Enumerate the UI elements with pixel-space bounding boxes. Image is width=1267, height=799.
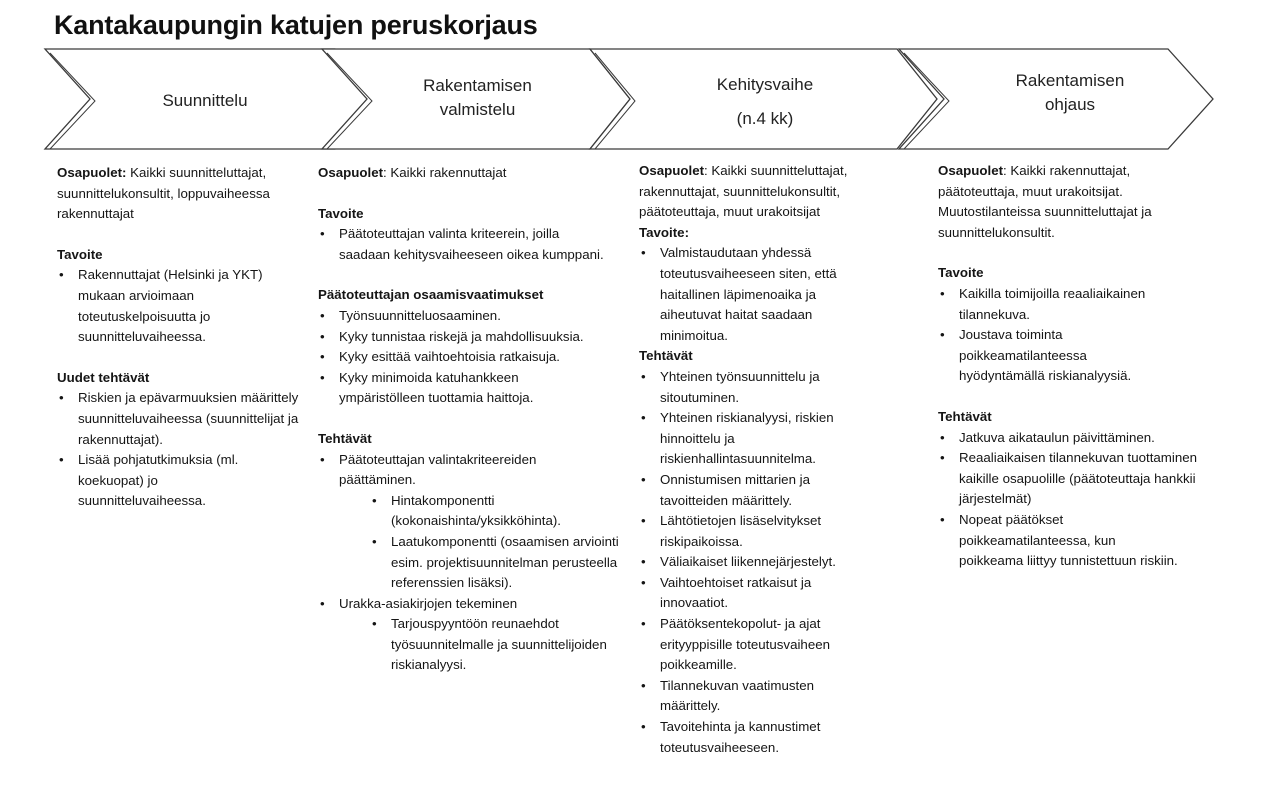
- osapuolet-paragraph: Osapuolet: Kaikki rakennuttajat: [318, 165, 507, 180]
- list-item: • Lähtötietojen lisäselvitykset riskipaikoissa.: [639, 511, 897, 552]
- list-item: • Kyky esittää vaihtoehtoisia ratkaisuja.: [318, 347, 630, 368]
- list-item: • Yhteinen työnsuunnittelu ja sitoutuminen.: [639, 367, 897, 408]
- list-item: • Valmistaudutaan yhdessä toteutusvaiheeseen siten, että haitallinen läpimenoaika ja aiheutuvat haitat saadaan minimoitua.: [639, 243, 897, 346]
- list-item: • Joustava toiminta poikkeamatilanteessa hyödyntämällä riskianalyysiä.: [938, 325, 1213, 387]
- tehtavat-list: [57, 388, 315, 512]
- list-item: • Tarjouspyyntöön reunaehdot työsuunnitelmalle ja suunnittelijoiden riskianalyysi.: [370, 614, 630, 676]
- tavoite-list: [639, 243, 897, 346]
- stage-label-kehitysvaihe: Kehitysvaihe (n.4 kk): [716, 75, 814, 128]
- tavoite-heading: Tavoite: [938, 265, 984, 281]
- osaamisvaatimukset-heading: Päätoteuttajan osaamisvaatimukset: [318, 287, 544, 303]
- stage-label-rakentamisen-valmistelu: Rakentamisen valmistelu: [423, 76, 532, 119]
- list-item: • Kyky minimoida katuhankkeen ympäristölleen tuottamia haittoja.: [318, 368, 630, 409]
- tehtavat-heading: Tehtävät: [318, 430, 372, 446]
- list-item: • Hintakomponentti (kokonaishinta/yksikköhinta).: [370, 491, 630, 532]
- column-kehitysvaihe: [639, 161, 897, 758]
- tehtavat-list-2: [318, 594, 630, 615]
- list-item: • Työnsuunnitteluosaaminen.: [318, 306, 630, 327]
- osaamisvaatimukset-list: [318, 306, 630, 409]
- tehtavat-heading: Tehtävät: [938, 408, 992, 424]
- list-item: • Päätoteuttajan valinta kriteerein, joilla saadaan kehitysvaiheeseen oikea kumppani.: [318, 224, 630, 265]
- osapuolet-paragraph: Osapuolet: Kaikki rakennuttajat, päätoteuttaja, muut urakoitsijat. Muutostilanteissa suunnitteluttajat ja suunnittelukonsultit.: [938, 163, 1152, 240]
- tehtavat-sublist: [370, 491, 630, 594]
- page-title: Kantakaupungin katujen peruskorjaus: [54, 10, 538, 40]
- list-item: • Urakka-asiakirjojen tekeminen: [318, 594, 630, 615]
- stage-label-rakentamisen-ohjaus: Rakentamisen ohjaus: [1015, 71, 1125, 114]
- list-item: • Kyky tunnistaa riskejä ja mahdollisuuksia.: [318, 327, 630, 348]
- tavoite-heading: Tavoite: [318, 205, 364, 221]
- column-rakentamisen-valmistelu: [318, 163, 630, 676]
- list-item: • Laatukomponentti (osaamisen arviointi esim. projektisuunnitelman perusteella referenssien lisäksi).: [370, 532, 630, 594]
- tavoite-heading: Tavoite:: [639, 224, 689, 240]
- list-item: • Riskien ja epävarmuuksien määrittely suunnitteluvaiheessa (suunnittelijat ja rakennuttajat).: [57, 388, 315, 450]
- list-item: • Rakennuttajat (Helsinki ja YKT) mukaan arvioimaan toteutuskelpoisuutta jo suunnitteluvaiheessa.: [57, 265, 315, 347]
- tavoite-list: [318, 224, 630, 265]
- tehtavat-heading: Tehtävät: [639, 348, 693, 364]
- osapuolet-paragraph: Osapuolet: Kaikki suunnitteluttajat, rakennuttajat, suunnittelukonsultit, päätoteuttaja, muut urakoitsijat: [639, 163, 848, 220]
- column-rakentamisen-ohjaus: [938, 161, 1213, 572]
- stage-label-suunnittelu: Suunnittelu: [162, 91, 248, 110]
- list-item: • Yhteinen riskianalyysi, riskien hinnoittelu ja riskienhallintasuunnitelma.: [639, 408, 897, 470]
- uudet-tehtavat-heading: Uudet tehtävät: [57, 369, 150, 385]
- list-item: • Tavoitehinta ja kannustimet toteutusvaiheeseen.: [639, 717, 897, 758]
- tavoite-heading: Tavoite: [57, 246, 103, 262]
- column-suunnittelu: [57, 163, 315, 512]
- tehtavat-list: [938, 428, 1213, 572]
- list-item: • Päätöksentekopolut- ja ajat erityyppisille toteutusvaiheen poikkeamille.: [639, 614, 897, 676]
- list-item: • Reaaliaikaisen tilannekuvan tuottaminen kaikille osapuolille (päätoteuttaja hankkii järjestelmät): [938, 448, 1213, 510]
- tavoite-list: [938, 284, 1213, 387]
- osapuolet-paragraph: Osapuolet: Kaikki suunnitteluttajat, suunnittelukonsultit, loppuvaiheessa rakennuttajat: [57, 165, 270, 222]
- list-item: • Nopeat päätökset poikkeamatilanteessa, kun poikkeama liittyy tunnistettuun riskiin.: [938, 510, 1213, 572]
- tehtavat-list: [318, 450, 630, 491]
- list-item: • Kaikilla toimijoilla reaaliaikainen tilannekuva.: [938, 284, 1213, 325]
- list-item: • Lisää pohjatutkimuksia (ml. koekuopat) jo suunnitteluvaiheessa.: [57, 450, 315, 512]
- list-item: • Onnistumisen mittarien ja tavoitteiden määrittely.: [639, 470, 897, 511]
- list-item: • Väliaikaiset liikennejärjestelyt.: [639, 552, 897, 573]
- tavoite-list: [57, 265, 315, 347]
- tehtavat-sublist-2: [370, 614, 630, 676]
- list-item: • Päätoteuttajan valintakriteereiden päättäminen.: [318, 450, 630, 491]
- list-item: • Vaihtoehtoiset ratkaisut ja innovaatiot.: [639, 573, 897, 614]
- list-item: • Tilannekuvan vaatimusten määrittely.: [639, 676, 897, 717]
- list-item: • Jatkuva aikataulun päivittäminen.: [938, 428, 1213, 449]
- tehtavat-list: [639, 367, 897, 758]
